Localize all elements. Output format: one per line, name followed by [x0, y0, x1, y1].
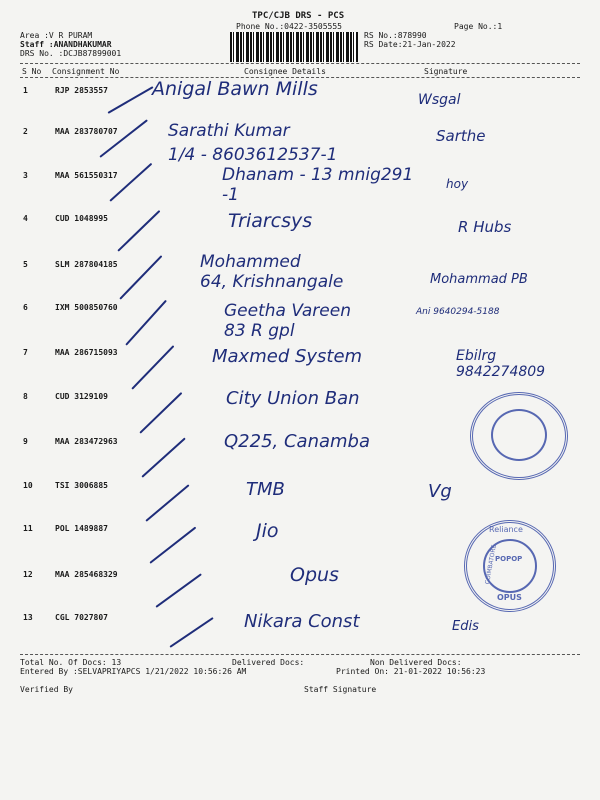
row-sno: 4 — [23, 214, 28, 223]
column-consignee: Consignee Details — [244, 67, 326, 76]
row-sno: 10 — [23, 481, 33, 490]
column-sno: S No — [22, 67, 42, 76]
row-details: Anigal Bawn Mills — [152, 78, 318, 100]
row-details: Opus — [290, 564, 339, 586]
row-sno: 9 — [23, 437, 28, 446]
staff-signature: Staff Signature — [304, 685, 377, 694]
row-signature: Edis — [452, 619, 479, 634]
row-details: Mohammed 64, Krishnangale — [200, 252, 344, 292]
bank-stamp — [470, 392, 568, 480]
stamp-text: COIMBATORE — [484, 544, 498, 585]
row-signature: Ani 9640294-5188 — [416, 307, 500, 317]
row-consignment: CGL 7027807 — [55, 613, 108, 622]
row-consignment: TSI 3006885 — [55, 481, 108, 490]
drs-number: DRS No. :DCJB87899001 — [20, 49, 122, 58]
row-consignment: RJP 2853557 — [55, 86, 108, 95]
report-title: TPC/CJB DRS - PCS — [252, 11, 345, 21]
row-details: Triarcsys — [228, 210, 313, 232]
row-consignment: MAA 286715093 — [55, 348, 118, 357]
area-label: Area :V R PURAM — [20, 31, 93, 40]
stamp-text: Reliance — [489, 525, 523, 534]
row-consignment: SLM 287804185 — [55, 260, 118, 269]
row-signature: Wsgal — [418, 92, 461, 108]
delivered-docs: Delivered Docs: — [232, 658, 305, 667]
column-consignment: Consignment No — [52, 67, 120, 76]
row-consignment: CUD 1048995 — [55, 214, 108, 223]
row-signature: Sarthe — [436, 127, 486, 145]
barcode — [230, 32, 358, 62]
rs-number: RS No.:878990 — [364, 31, 427, 40]
footer-rule — [20, 654, 580, 655]
row-consignment: CUD 3129109 — [55, 392, 108, 401]
row-sno: 12 — [23, 570, 33, 579]
row-sno: 8 — [23, 392, 28, 401]
stamp-text: OPUS — [497, 593, 522, 602]
row-consignment: MAA 561550317 — [55, 171, 118, 180]
row-sno: 5 — [23, 260, 28, 269]
row-details: Jio — [256, 520, 279, 542]
phone-number: Phone No.:0422-3505555 — [236, 22, 342, 31]
row-details: Nikara Const — [244, 611, 360, 632]
row-details: City Union Ban — [226, 388, 360, 409]
row-details: TMB — [246, 479, 285, 500]
table-row — [0, 252, 600, 306]
printed-on: Printed On: 21-01-2022 10:56:23 — [336, 667, 486, 676]
staff-label: Staff :ANANDHAKUMAR — [20, 40, 112, 49]
row-consignment: MAA 285468329 — [55, 570, 118, 579]
total-docs: Total No. Of Docs: 13 — [20, 658, 122, 667]
row-details: Dhanam - 13 mnig291 -1 — [222, 165, 414, 205]
page-number: Page No.:1 — [454, 22, 503, 31]
row-sno: 7 — [23, 348, 28, 357]
row-signature: Vg — [428, 481, 452, 502]
column-signature: Signature — [424, 67, 468, 76]
row-sno: 3 — [23, 171, 28, 180]
row-sno: 1 — [23, 86, 28, 95]
rs-date: RS Date:21-Jan-2022 — [364, 40, 456, 49]
entered-by: Entered By :SELVAPRIYAPCS 1/21/2022 10:56:26 AM — [20, 667, 247, 676]
row-signature: R Hubs — [458, 218, 512, 236]
row-sno: 11 — [23, 524, 33, 533]
row-consignment: POL 1489887 — [55, 524, 108, 533]
stamp-text: POPOP — [495, 555, 523, 563]
row-consignment: MAA 283780707 — [55, 127, 118, 136]
row-details: Q225, Canamba — [224, 431, 370, 452]
row-signature: hoy — [446, 177, 469, 191]
verified-by: Verified By — [20, 685, 73, 694]
row-consignment: IXM 500850760 — [55, 303, 118, 312]
reliance-jio-stamp — [464, 520, 556, 612]
row-sno: 13 — [23, 613, 33, 622]
row-details: Geetha Vareen 83 R gpl — [224, 301, 351, 341]
row-signature: Ebilrg 9842274809 — [456, 348, 546, 380]
row-sno: 6 — [23, 303, 28, 312]
table-row — [0, 303, 600, 349]
non-delivered-docs: Non Delivered Docs: — [370, 658, 462, 667]
table-row — [0, 613, 600, 659]
row-details: Sarathi Kumar 1/4 - 8603612537-1 — [168, 121, 338, 165]
row-signature: Mohammad PB — [430, 272, 528, 287]
row-consignment: MAA 283472963 — [55, 437, 118, 446]
row-details: Maxmed System — [212, 346, 363, 367]
row-sno: 2 — [23, 127, 28, 136]
header-rule-top — [20, 63, 580, 64]
